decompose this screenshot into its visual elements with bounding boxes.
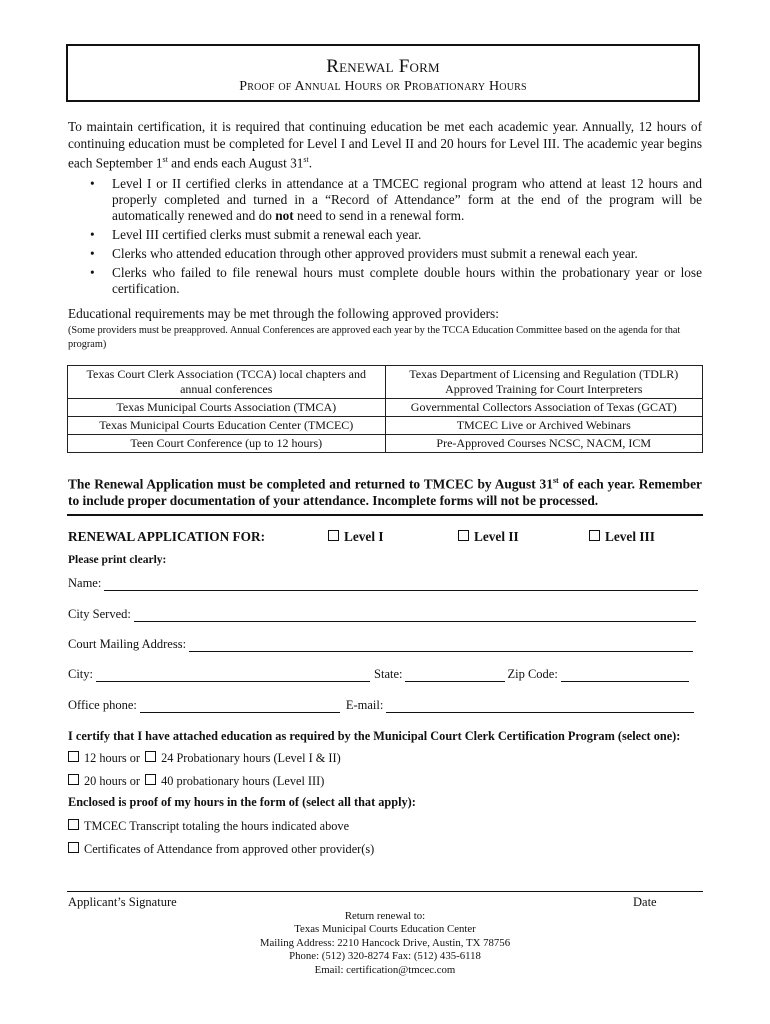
return-email-link[interactable]: Email: certification@tmcec.com bbox=[314, 964, 456, 976]
opt-20-hours-label: 20 hours or bbox=[84, 774, 141, 788]
checkbox-icon bbox=[68, 842, 79, 853]
phone-email-row bbox=[68, 698, 694, 713]
return-line-2: Texas Municipal Courts Education Center bbox=[294, 923, 476, 935]
bullet-item bbox=[68, 176, 702, 224]
name-input[interactable] bbox=[104, 578, 698, 591]
intro-sup-1: st bbox=[162, 155, 168, 164]
table-cell: Texas Department of Licensing and Regulation (TDLR) Approved Training for Court Interpreters bbox=[385, 366, 703, 399]
level-1-label: Level I bbox=[344, 529, 384, 544]
table-row bbox=[68, 435, 703, 453]
zip-input[interactable] bbox=[561, 669, 689, 682]
date-label: Date bbox=[633, 895, 657, 909]
city-served-input[interactable] bbox=[134, 609, 696, 622]
return-line-4: Phone: (512) 320-8274 Fax: (512) 435-6118 bbox=[289, 950, 481, 962]
intro-text-1: To maintain certification, it is required that continuing education be met each academic year. Annually, 12 hours of continuing education must be completed for Level I and Level II and 20 hours for Level III. The academic year begins each September 1 bbox=[68, 119, 702, 171]
intro-text-3: . bbox=[308, 155, 313, 171]
opt-40-hours-label: 40 probationary hours (Level III) bbox=[161, 774, 325, 788]
email-label: E-mail: bbox=[345, 698, 384, 712]
checkbox-icon[interactable] bbox=[68, 751, 79, 762]
return-line-3: Mailing Address: 2210 Hancock Drive, Austin, TX 78756 bbox=[259, 937, 511, 949]
table-cell: Governmental Collectors Association of Texas (GCAT) bbox=[385, 399, 703, 417]
checkbox-icon bbox=[68, 819, 79, 830]
level-2-label: Level II bbox=[474, 529, 519, 544]
hours-option-level-1-2 bbox=[68, 751, 341, 766]
city-input[interactable] bbox=[96, 669, 370, 682]
name-label: Name: bbox=[68, 576, 102, 590]
form-title: Renewal Form bbox=[326, 56, 440, 77]
bullet-1-text-a: Level I or II certified clerks in attendance at a TMCEC regional program who attend at least 12 hours and properly completed and turned in a “Record of Attendance” form at the end of the program will be automatically renewed and do bbox=[112, 176, 702, 223]
notice-sup: st bbox=[552, 476, 559, 485]
applicant-signature-label: Applicant’s Signature bbox=[68, 895, 177, 909]
table-cell: Texas Municipal Courts Association (TMCA) bbox=[68, 399, 386, 417]
level-1-checkbox[interactable] bbox=[328, 529, 384, 545]
city-served-field bbox=[68, 607, 696, 622]
transcript-option[interactable] bbox=[68, 819, 349, 834]
intro-text-2: and ends each August 31 bbox=[167, 155, 304, 171]
table-row bbox=[68, 417, 703, 435]
name-field bbox=[68, 576, 698, 591]
return-line-1: Return renewal to: bbox=[344, 910, 426, 922]
hours-option-level-3 bbox=[68, 774, 324, 789]
requirements-heading: Educational requirements may be met through the following approved providers: bbox=[68, 306, 499, 321]
bullet-1-text-b: need to send in a renewal form. bbox=[293, 208, 465, 223]
form-subtitle: Proof of Annual Hours or Probationary Hours bbox=[239, 79, 527, 94]
certify-statement: I certify that I have attached education as required by the Municipal Court Clerk Certification Program (select one): bbox=[68, 729, 681, 743]
table-cell: Teen Court Conference (up to 12 hours) bbox=[68, 435, 386, 453]
certificates-option[interactable] bbox=[68, 842, 374, 857]
certificates-label: Certificates of Attendance from approved other provider(s) bbox=[84, 842, 375, 856]
state-label: State: bbox=[374, 667, 403, 681]
state-input[interactable] bbox=[405, 669, 505, 682]
signature-line[interactable] bbox=[67, 891, 703, 892]
transcript-label: TMCEC Transcript totaling the hours indicated above bbox=[84, 819, 350, 833]
table-cell: Texas Municipal Courts Education Center (TMCEC) bbox=[68, 417, 386, 435]
table-row bbox=[68, 366, 703, 399]
enclosed-heading: Enclosed is proof of my hours in the form of (select all that apply): bbox=[68, 795, 416, 809]
table-cell: Pre-Approved Courses NCSC, NACM, ICM bbox=[385, 435, 703, 453]
opt-24-hours-label: 24 Probationary hours (Level I & II) bbox=[161, 751, 341, 765]
intro-sup-2: st bbox=[303, 155, 309, 164]
bullet-list bbox=[68, 176, 702, 300]
level-3-label: Level III bbox=[605, 529, 655, 544]
intro-paragraph bbox=[68, 119, 702, 172]
bullet-item: • Level III certified clerks must submit a renewal each year. bbox=[68, 227, 702, 243]
office-phone-label: Office phone: bbox=[68, 698, 137, 712]
checkbox-icon[interactable] bbox=[145, 751, 156, 762]
title-box bbox=[66, 44, 700, 102]
opt-12-hours-label: 12 hours or bbox=[84, 751, 141, 765]
section-divider bbox=[67, 514, 703, 516]
zip-label: Zip Code: bbox=[507, 667, 558, 681]
city-state-zip-row bbox=[68, 667, 689, 682]
checkbox-icon bbox=[328, 530, 339, 541]
table-cell: Texas Court Clerk Association (TCCA) local chapters and annual conferences bbox=[68, 366, 386, 399]
providers-table bbox=[67, 365, 703, 453]
table-row bbox=[68, 399, 703, 417]
city-label: City: bbox=[68, 667, 94, 681]
deadline-notice bbox=[68, 472, 702, 509]
bullet-item: • Clerks who attended education through other approved providers must submit a renewal each year. bbox=[68, 246, 702, 262]
notice-text-2: of each year. Remember to include proper documentation of your attendance. Incomplete forms will not be processed. bbox=[68, 476, 702, 509]
email-input[interactable] bbox=[386, 700, 694, 713]
court-mailing-address-field bbox=[68, 637, 693, 652]
bullet-item: • Clerks who failed to file renewal hours must complete double hours within the probationary year or lose certification. bbox=[68, 265, 702, 297]
level-3-checkbox[interactable] bbox=[589, 529, 655, 545]
table-cell: TMCEC Live or Archived Webinars bbox=[385, 417, 703, 435]
notice-text-1: The Renewal Application must be completed and returned to TMCEC by August 31 bbox=[68, 476, 553, 492]
checkbox-icon bbox=[458, 530, 469, 541]
requirements-note: (Some providers must be preapproved. Annual Conferences are approved each year by the TCCA Education Committee based on the agenda for that program) bbox=[68, 325, 681, 350]
city-served-label: City Served: bbox=[68, 607, 131, 621]
print-clearly-label: Please print clearly: bbox=[68, 554, 167, 566]
office-phone-input[interactable] bbox=[140, 700, 340, 713]
court-mailing-address-label: Court Mailing Address: bbox=[68, 637, 187, 651]
court-mailing-address-input[interactable] bbox=[189, 639, 693, 652]
checkbox-icon[interactable] bbox=[68, 774, 79, 785]
application-label: RENEWAL APPLICATION FOR: bbox=[68, 529, 266, 544]
checkbox-icon bbox=[589, 530, 600, 541]
level-2-checkbox[interactable] bbox=[458, 529, 519, 545]
bullet-1-bold: not bbox=[275, 208, 294, 223]
checkbox-icon[interactable] bbox=[145, 774, 156, 785]
